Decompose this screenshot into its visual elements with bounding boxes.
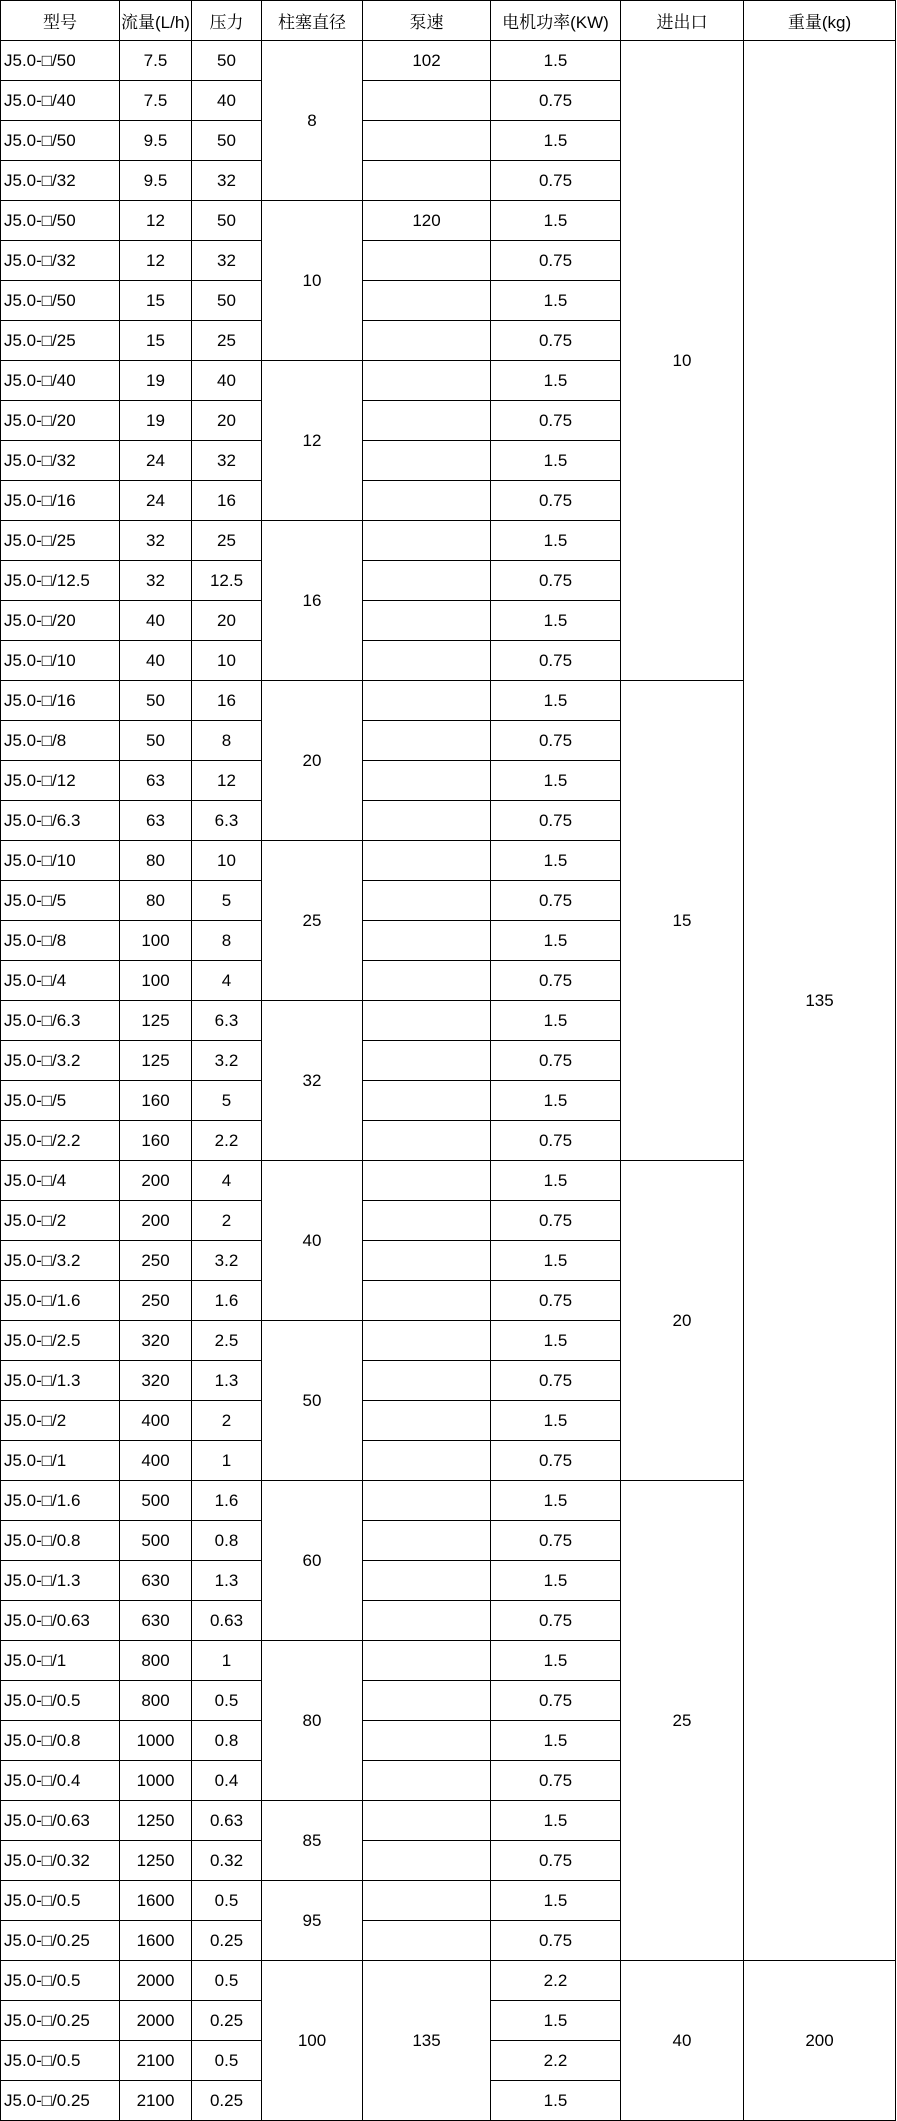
pressure-cell: 50 xyxy=(192,41,262,81)
model-cell: J5.0-□/16 xyxy=(1,681,120,721)
flow-cell: 80 xyxy=(120,841,192,881)
pressure-cell: 0.63 xyxy=(192,1801,262,1841)
pressure-cell: 0.25 xyxy=(192,1921,262,1961)
pump-speed-cell xyxy=(363,721,491,761)
motor-power-cell: 0.75 xyxy=(491,1121,621,1161)
header-motor-power: 电机功率(KW) xyxy=(491,1,621,41)
model-cell: J5.0-□/20 xyxy=(1,401,120,441)
pressure-cell: 1 xyxy=(192,1641,262,1681)
model-cell: J5.0-□/0.63 xyxy=(1,1601,120,1641)
plunger-diameter-cell: 50 xyxy=(262,1321,363,1481)
pump-speed-cell xyxy=(363,1281,491,1321)
motor-power-cell: 0.75 xyxy=(491,1521,621,1561)
pressure-cell: 32 xyxy=(192,161,262,201)
model-cell: J5.0-□/3.2 xyxy=(1,1041,120,1081)
flow-cell: 40 xyxy=(120,641,192,681)
flow-cell: 15 xyxy=(120,281,192,321)
pump-speed-cell xyxy=(363,281,491,321)
motor-power-cell: 1.5 xyxy=(491,1321,621,1361)
model-cell: J5.0-□/4 xyxy=(1,961,120,1001)
flow-cell: 1600 xyxy=(120,1881,192,1921)
flow-cell: 100 xyxy=(120,921,192,961)
pressure-cell: 0.25 xyxy=(192,2081,262,2121)
header-model: 型号 xyxy=(1,1,120,41)
plunger-diameter-cell: 25 xyxy=(262,841,363,1001)
plunger-diameter-cell: 60 xyxy=(262,1481,363,1641)
flow-cell: 320 xyxy=(120,1321,192,1361)
flow-cell: 630 xyxy=(120,1561,192,1601)
motor-power-cell: 0.75 xyxy=(491,241,621,281)
pump-speed-cell xyxy=(363,1361,491,1401)
pump-speed-cell xyxy=(363,801,491,841)
model-cell: J5.0-□/5 xyxy=(1,1081,120,1121)
model-cell: J5.0-□/1.3 xyxy=(1,1361,120,1401)
pressure-cell: 3.2 xyxy=(192,1241,262,1281)
pressure-cell: 40 xyxy=(192,81,262,121)
weight-cell: 135 xyxy=(744,41,896,1961)
pressure-cell: 4 xyxy=(192,961,262,1001)
model-cell: J5.0-□/0.5 xyxy=(1,1881,120,1921)
motor-power-cell: 1.5 xyxy=(491,2001,621,2041)
model-cell: J5.0-□/3.2 xyxy=(1,1241,120,1281)
pump-speed-cell xyxy=(363,401,491,441)
flow-cell: 2000 xyxy=(120,2001,192,2041)
flow-cell: 250 xyxy=(120,1241,192,1281)
motor-power-cell: 1.5 xyxy=(491,761,621,801)
inlet-outlet-cell: 15 xyxy=(621,681,744,1161)
motor-power-cell: 0.75 xyxy=(491,1441,621,1481)
motor-power-cell: 0.75 xyxy=(491,961,621,1001)
flow-cell: 50 xyxy=(120,721,192,761)
pressure-cell: 32 xyxy=(192,241,262,281)
motor-power-cell: 1.5 xyxy=(491,201,621,241)
flow-cell: 500 xyxy=(120,1521,192,1561)
pump-speed-cell xyxy=(363,441,491,481)
pump-speed-cell xyxy=(363,81,491,121)
pressure-cell: 50 xyxy=(192,121,262,161)
motor-power-cell: 0.75 xyxy=(491,801,621,841)
plunger-diameter-cell: 10 xyxy=(262,201,363,361)
pump-speed-cell xyxy=(363,1321,491,1361)
pressure-cell: 40 xyxy=(192,361,262,401)
pressure-cell: 8 xyxy=(192,921,262,961)
flow-cell: 320 xyxy=(120,1361,192,1401)
model-cell: J5.0-□/40 xyxy=(1,81,120,121)
model-cell: J5.0-□/1.6 xyxy=(1,1281,120,1321)
model-cell: J5.0-□/32 xyxy=(1,441,120,481)
flow-cell: 24 xyxy=(120,481,192,521)
pump-speed-cell xyxy=(363,1881,491,1921)
flow-cell: 32 xyxy=(120,521,192,561)
motor-power-cell: 1.5 xyxy=(491,441,621,481)
pump-speed-cell xyxy=(363,1681,491,1721)
model-cell: J5.0-□/0.4 xyxy=(1,1761,120,1801)
model-cell: J5.0-□/32 xyxy=(1,161,120,201)
flow-cell: 200 xyxy=(120,1161,192,1201)
flow-cell: 400 xyxy=(120,1441,192,1481)
pump-speed-cell xyxy=(363,1841,491,1881)
motor-power-cell: 0.75 xyxy=(491,1041,621,1081)
model-cell: J5.0-□/2 xyxy=(1,1401,120,1441)
motor-power-cell: 0.75 xyxy=(491,1761,621,1801)
pressure-cell: 0.32 xyxy=(192,1841,262,1881)
pressure-cell: 0.63 xyxy=(192,1601,262,1641)
plunger-diameter-cell: 8 xyxy=(262,41,363,201)
pressure-cell: 1.6 xyxy=(192,1481,262,1521)
pump-speed-cell xyxy=(363,681,491,721)
flow-cell: 1000 xyxy=(120,1721,192,1761)
pump-speed-cell xyxy=(363,321,491,361)
model-cell: J5.0-□/32 xyxy=(1,241,120,281)
model-cell: J5.0-□/0.8 xyxy=(1,1521,120,1561)
pump-speed-cell xyxy=(363,1121,491,1161)
pump-speed-cell xyxy=(363,1721,491,1761)
motor-power-cell: 1.5 xyxy=(491,1721,621,1761)
pump-speed-cell xyxy=(363,1521,491,1561)
model-cell: J5.0-□/8 xyxy=(1,721,120,761)
flow-cell: 160 xyxy=(120,1081,192,1121)
pump-speed-cell xyxy=(363,1481,491,1521)
pump-speed-cell xyxy=(363,1081,491,1121)
pump-speed-cell xyxy=(363,481,491,521)
pressure-cell: 2 xyxy=(192,1401,262,1441)
pump-speed-cell xyxy=(363,1561,491,1601)
pressure-cell: 5 xyxy=(192,1081,262,1121)
motor-power-cell: 1.5 xyxy=(491,841,621,881)
pressure-cell: 0.25 xyxy=(192,2001,262,2041)
pump-speed-cell xyxy=(363,1161,491,1201)
model-cell: J5.0-□/12 xyxy=(1,761,120,801)
pump-speed-cell xyxy=(363,601,491,641)
pressure-cell: 20 xyxy=(192,401,262,441)
pump-speed-cell xyxy=(363,961,491,1001)
pressure-cell: 12.5 xyxy=(192,561,262,601)
pressure-cell: 50 xyxy=(192,201,262,241)
pump-speed-cell xyxy=(363,1241,491,1281)
flow-cell: 15 xyxy=(120,321,192,361)
flow-cell: 500 xyxy=(120,1481,192,1521)
model-cell: J5.0-□/0.25 xyxy=(1,2001,120,2041)
header-inlet-outlet: 进出口 xyxy=(621,1,744,41)
pump-speed-cell xyxy=(363,761,491,801)
pump-speed-cell xyxy=(363,1761,491,1801)
motor-power-cell: 0.75 xyxy=(491,81,621,121)
flow-cell: 2000 xyxy=(120,1961,192,2001)
pressure-cell: 0.5 xyxy=(192,1961,262,2001)
header-plunger-diameter: 柱塞直径 xyxy=(262,1,363,41)
motor-power-cell: 1.5 xyxy=(491,521,621,561)
plunger-diameter-cell: 95 xyxy=(262,1881,363,1961)
pump-speed-cell xyxy=(363,1441,491,1481)
model-cell: J5.0-□/6.3 xyxy=(1,1001,120,1041)
motor-power-cell: 0.75 xyxy=(491,561,621,601)
pressure-cell: 16 xyxy=(192,681,262,721)
model-cell: J5.0-□/6.3 xyxy=(1,801,120,841)
pressure-cell: 10 xyxy=(192,841,262,881)
pressure-cell: 1.3 xyxy=(192,1361,262,1401)
pressure-cell: 3.2 xyxy=(192,1041,262,1081)
motor-power-cell: 0.75 xyxy=(491,1601,621,1641)
flow-cell: 800 xyxy=(120,1641,192,1681)
motor-power-cell: 0.75 xyxy=(491,721,621,761)
model-cell: J5.0-□/50 xyxy=(1,41,120,81)
flow-cell: 250 xyxy=(120,1281,192,1321)
model-cell: J5.0-□/2.5 xyxy=(1,1321,120,1361)
pressure-cell: 2 xyxy=(192,1201,262,1241)
plunger-diameter-cell: 32 xyxy=(262,1001,363,1161)
header-flow: 流量(L/h) xyxy=(120,1,192,41)
flow-cell: 800 xyxy=(120,1681,192,1721)
motor-power-cell: 0.75 xyxy=(491,1281,621,1321)
model-cell: J5.0-□/1.3 xyxy=(1,1561,120,1601)
motor-power-cell: 1.5 xyxy=(491,1641,621,1681)
motor-power-cell: 1.5 xyxy=(491,1241,621,1281)
flow-cell: 40 xyxy=(120,601,192,641)
pressure-cell: 50 xyxy=(192,281,262,321)
pressure-cell: 16 xyxy=(192,481,262,521)
model-cell: J5.0-□/20 xyxy=(1,601,120,641)
motor-power-cell: 0.75 xyxy=(491,1921,621,1961)
motor-power-cell: 0.75 xyxy=(491,1361,621,1401)
motor-power-cell: 0.75 xyxy=(491,481,621,521)
flow-cell: 1600 xyxy=(120,1921,192,1961)
motor-power-cell: 1.5 xyxy=(491,281,621,321)
motor-power-cell: 1.5 xyxy=(491,41,621,81)
pressure-cell: 10 xyxy=(192,641,262,681)
pressure-cell: 32 xyxy=(192,441,262,481)
pressure-cell: 1 xyxy=(192,1441,262,1481)
flow-cell: 50 xyxy=(120,681,192,721)
model-cell: J5.0-□/10 xyxy=(1,841,120,881)
pump-speed-cell xyxy=(363,1401,491,1441)
pressure-cell: 0.5 xyxy=(192,1881,262,1921)
pump-speed-cell xyxy=(363,921,491,961)
model-cell: J5.0-□/5 xyxy=(1,881,120,921)
model-cell: J5.0-□/10 xyxy=(1,641,120,681)
motor-power-cell: 0.75 xyxy=(491,1841,621,1881)
motor-power-cell: 1.5 xyxy=(491,1081,621,1121)
motor-power-cell: 1.5 xyxy=(491,1801,621,1841)
table-row xyxy=(1,41,896,81)
plunger-diameter-cell: 16 xyxy=(262,521,363,681)
motor-power-cell: 1.5 xyxy=(491,1561,621,1601)
plunger-diameter-cell: 12 xyxy=(262,361,363,521)
pressure-cell: 1.6 xyxy=(192,1281,262,1321)
model-cell: J5.0-□/0.63 xyxy=(1,1801,120,1841)
flow-cell: 125 xyxy=(120,1041,192,1081)
pressure-cell: 25 xyxy=(192,321,262,361)
model-cell: J5.0-□/50 xyxy=(1,281,120,321)
plunger-diameter-cell: 85 xyxy=(262,1801,363,1881)
pump-speed-cell: 120 xyxy=(363,201,491,241)
pump-speed-cell: 102 xyxy=(363,41,491,81)
pressure-cell: 20 xyxy=(192,601,262,641)
motor-power-cell: 0.75 xyxy=(491,321,621,361)
weight-cell: 200 xyxy=(744,1961,896,2121)
header-pump-speed: 泵速 xyxy=(363,1,491,41)
pressure-cell: 8 xyxy=(192,721,262,761)
flow-cell: 63 xyxy=(120,801,192,841)
pump-speed-cell xyxy=(363,521,491,561)
motor-power-cell: 1.5 xyxy=(491,1161,621,1201)
pressure-cell: 2.2 xyxy=(192,1121,262,1161)
model-cell: J5.0-□/25 xyxy=(1,321,120,361)
flow-cell: 630 xyxy=(120,1601,192,1641)
flow-cell: 12 xyxy=(120,201,192,241)
flow-cell: 24 xyxy=(120,441,192,481)
model-cell: J5.0-□/50 xyxy=(1,201,120,241)
model-cell: J5.0-□/8 xyxy=(1,921,120,961)
flow-cell: 200 xyxy=(120,1201,192,1241)
pump-speed-cell xyxy=(363,1601,491,1641)
pressure-cell: 4 xyxy=(192,1161,262,1201)
flow-cell: 7.5 xyxy=(120,41,192,81)
header-pressure: 压力 xyxy=(192,1,262,41)
motor-power-cell: 1.5 xyxy=(491,1001,621,1041)
flow-cell: 2100 xyxy=(120,2081,192,2121)
pressure-cell: 0.8 xyxy=(192,1721,262,1761)
pump-speed-cell xyxy=(363,121,491,161)
plunger-diameter-cell: 40 xyxy=(262,1161,363,1321)
flow-cell: 12 xyxy=(120,241,192,281)
motor-power-cell: 1.5 xyxy=(491,2081,621,2121)
model-cell: J5.0-□/0.8 xyxy=(1,1721,120,1761)
motor-power-cell: 1.5 xyxy=(491,681,621,721)
pressure-cell: 0.5 xyxy=(192,1681,262,1721)
pump-speed-cell xyxy=(363,1641,491,1681)
flow-cell: 19 xyxy=(120,401,192,441)
model-cell: J5.0-□/50 xyxy=(1,121,120,161)
pump-speed-cell xyxy=(363,1041,491,1081)
motor-power-cell: 0.75 xyxy=(491,641,621,681)
model-cell: J5.0-□/1.6 xyxy=(1,1481,120,1521)
pump-speed-cell xyxy=(363,841,491,881)
plunger-diameter-cell: 20 xyxy=(262,681,363,841)
flow-cell: 19 xyxy=(120,361,192,401)
motor-power-cell: 1.5 xyxy=(491,601,621,641)
pump-speed-cell xyxy=(363,561,491,601)
model-cell: J5.0-□/0.25 xyxy=(1,1921,120,1961)
pump-speed-cell xyxy=(363,641,491,681)
flow-cell: 100 xyxy=(120,961,192,1001)
flow-cell: 9.5 xyxy=(120,161,192,201)
model-cell: J5.0-□/1 xyxy=(1,1441,120,1481)
pressure-cell: 6.3 xyxy=(192,1001,262,1041)
spec-body xyxy=(1,41,896,2121)
flow-cell: 1250 xyxy=(120,1801,192,1841)
motor-power-cell: 1.5 xyxy=(491,1401,621,1441)
pump-speed-cell xyxy=(363,1001,491,1041)
pump-speed-cell xyxy=(363,241,491,281)
pressure-cell: 6.3 xyxy=(192,801,262,841)
flow-cell: 7.5 xyxy=(120,81,192,121)
model-cell: J5.0-□/16 xyxy=(1,481,120,521)
flow-cell: 63 xyxy=(120,761,192,801)
pump-speed-cell xyxy=(363,1801,491,1841)
pressure-cell: 12 xyxy=(192,761,262,801)
pressure-cell: 5 xyxy=(192,881,262,921)
motor-power-cell: 1.5 xyxy=(491,121,621,161)
motor-power-cell: 0.75 xyxy=(491,161,621,201)
motor-power-cell: 0.75 xyxy=(491,1681,621,1721)
motor-power-cell: 1.5 xyxy=(491,1481,621,1521)
model-cell: J5.0-□/0.5 xyxy=(1,1961,120,2001)
header-weight: 重量(kg) xyxy=(744,1,896,41)
pressure-cell: 0.5 xyxy=(192,2041,262,2081)
pump-speed-cell xyxy=(363,1921,491,1961)
pump-speed-cell: 135 xyxy=(363,1961,491,2121)
flow-cell: 9.5 xyxy=(120,121,192,161)
model-cell: J5.0-□/2.2 xyxy=(1,1121,120,1161)
pump-speed-cell xyxy=(363,361,491,401)
model-cell: J5.0-□/0.5 xyxy=(1,2041,120,2081)
table-row xyxy=(1,1961,896,2001)
header-row xyxy=(1,1,896,41)
motor-power-cell: 0.75 xyxy=(491,401,621,441)
inlet-outlet-cell: 40 xyxy=(621,1961,744,2121)
motor-power-cell: 1.5 xyxy=(491,921,621,961)
inlet-outlet-cell: 10 xyxy=(621,41,744,681)
motor-power-cell: 0.75 xyxy=(491,881,621,921)
pressure-cell: 1.3 xyxy=(192,1561,262,1601)
model-cell: J5.0-□/2 xyxy=(1,1201,120,1241)
model-cell: J5.0-□/0.25 xyxy=(1,2081,120,2121)
plunger-diameter-cell: 100 xyxy=(262,1961,363,2121)
flow-cell: 32 xyxy=(120,561,192,601)
motor-power-cell: 0.75 xyxy=(491,1201,621,1241)
model-cell: J5.0-□/1 xyxy=(1,1641,120,1681)
plunger-diameter-cell: 80 xyxy=(262,1641,363,1801)
flow-cell: 2100 xyxy=(120,2041,192,2081)
model-cell: J5.0-□/0.32 xyxy=(1,1841,120,1881)
pump-speed-cell xyxy=(363,161,491,201)
flow-cell: 80 xyxy=(120,881,192,921)
flow-cell: 125 xyxy=(120,1001,192,1041)
model-cell: J5.0-□/25 xyxy=(1,521,120,561)
pump-speed-cell xyxy=(363,1201,491,1241)
flow-cell: 1250 xyxy=(120,1841,192,1881)
flow-cell: 160 xyxy=(120,1121,192,1161)
model-cell: J5.0-□/4 xyxy=(1,1161,120,1201)
pressure-cell: 2.5 xyxy=(192,1321,262,1361)
motor-power-cell: 1.5 xyxy=(491,361,621,401)
model-cell: J5.0-□/12.5 xyxy=(1,561,120,601)
motor-power-cell: 2.2 xyxy=(491,1961,621,2001)
model-cell: J5.0-□/0.5 xyxy=(1,1681,120,1721)
inlet-outlet-cell: 20 xyxy=(621,1161,744,1481)
flow-cell: 1000 xyxy=(120,1761,192,1801)
flow-cell: 400 xyxy=(120,1401,192,1441)
motor-power-cell: 2.2 xyxy=(491,2041,621,2081)
motor-power-cell: 1.5 xyxy=(491,1881,621,1921)
model-cell: J5.0-□/40 xyxy=(1,361,120,401)
inlet-outlet-cell: 25 xyxy=(621,1481,744,1961)
pressure-cell: 0.4 xyxy=(192,1761,262,1801)
pressure-cell: 25 xyxy=(192,521,262,561)
pump-speed-cell xyxy=(363,881,491,921)
pressure-cell: 0.8 xyxy=(192,1521,262,1561)
